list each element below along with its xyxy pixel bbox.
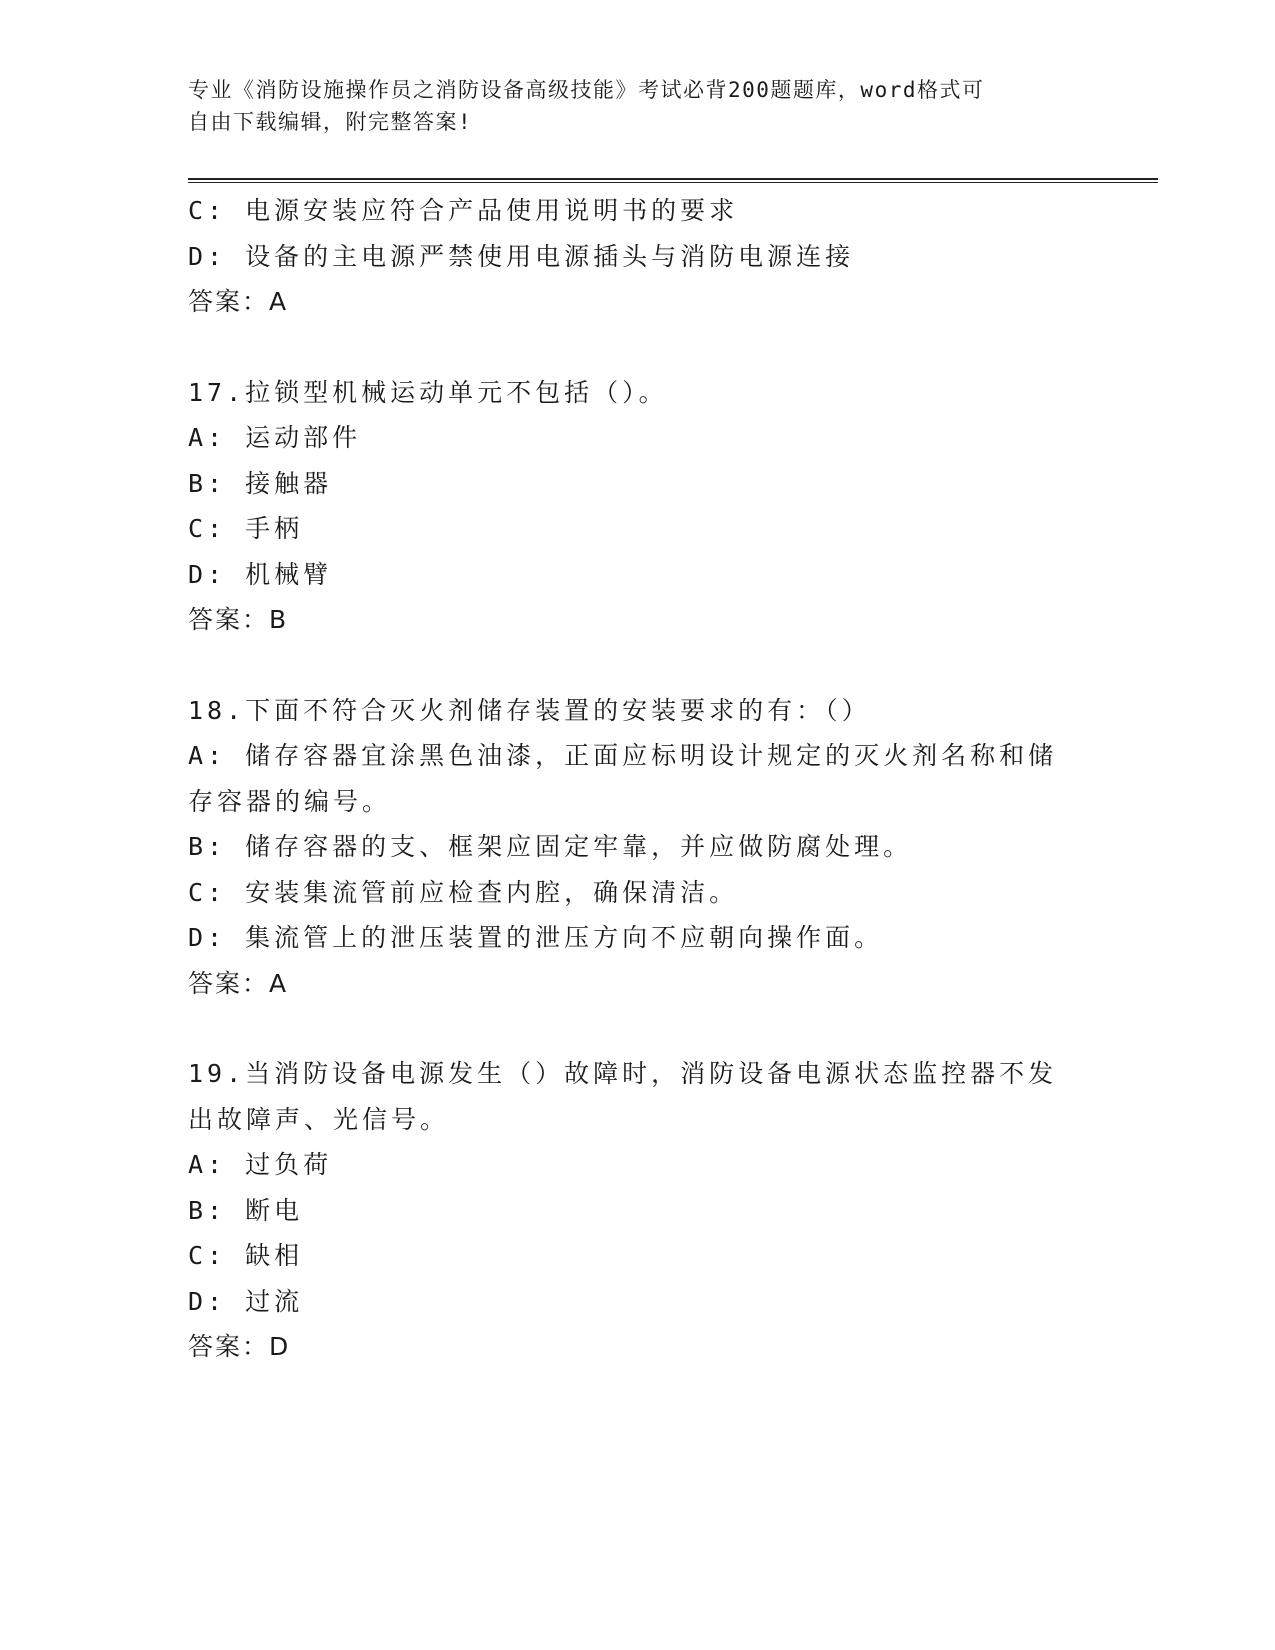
option-d: D: 过流 (188, 1286, 304, 1316)
question-17 (188, 370, 1068, 643)
continued-question (188, 188, 1068, 325)
header-divider (188, 178, 1158, 183)
question-19 (188, 1051, 1068, 1370)
question-18 (188, 688, 1068, 1007)
document-header (188, 74, 1068, 138)
question-stem: 17.拉锁型机械运动单元不包括（）。 (188, 377, 668, 407)
option-d: D: 机械臂 (188, 559, 333, 589)
option-c: C: 电源安装应符合产品使用说明书的要求 (188, 196, 739, 225)
option-c: C: 手柄 (188, 514, 304, 543)
header-line-1: 专业《消防设施操作员之消防设备高级技能》考试必背200题题库，word格式可 (188, 78, 985, 102)
option-a: A: 过负荷 (188, 1150, 333, 1179)
question-stem: 18.下面不符合灭火剂储存装置的安装要求的有：（） (188, 695, 871, 725)
option-b: B: 储存容器的支、框架应固定牢靠，并应做防腐处理。 (188, 832, 913, 861)
answer-line: 答案：D (188, 1332, 291, 1361)
option-a: A: 储存容器宜涂黑色油漆，正面应标明设计规定的灭火剂名称和储存容器的编号。 (188, 741, 1058, 816)
option-b: B: 接触器 (188, 468, 333, 498)
answer-line: 答案：A (188, 968, 289, 998)
question-stem: 19.当消防设备电源发生（）故障时，消防设备电源状态监控器不发出故障声、光信号。 (188, 1059, 1058, 1134)
option-a: A: 运动部件 (188, 423, 362, 452)
option-d: D: 设备的主电源严禁使用电源插头与消防电源连接 (188, 241, 855, 271)
answer-line: 答案：B (188, 605, 289, 634)
answer-line: 答案：A (188, 287, 289, 316)
spacer (188, 1006, 1068, 1051)
option-c: C: 缺相 (188, 1241, 304, 1270)
header-line-2: 自由下载编辑，附完整答案! (188, 110, 473, 134)
spacer (188, 643, 1068, 688)
option-d: D: 集流管上的泄压装置的泄压方向不应朝向操作面。 (188, 923, 884, 952)
option-c: C: 安装集流管前应检查内腔，确保清洁。 (188, 877, 739, 907)
option-b: B: 断电 (188, 1195, 304, 1225)
spacer (188, 325, 1068, 370)
document-body (188, 188, 1068, 1370)
